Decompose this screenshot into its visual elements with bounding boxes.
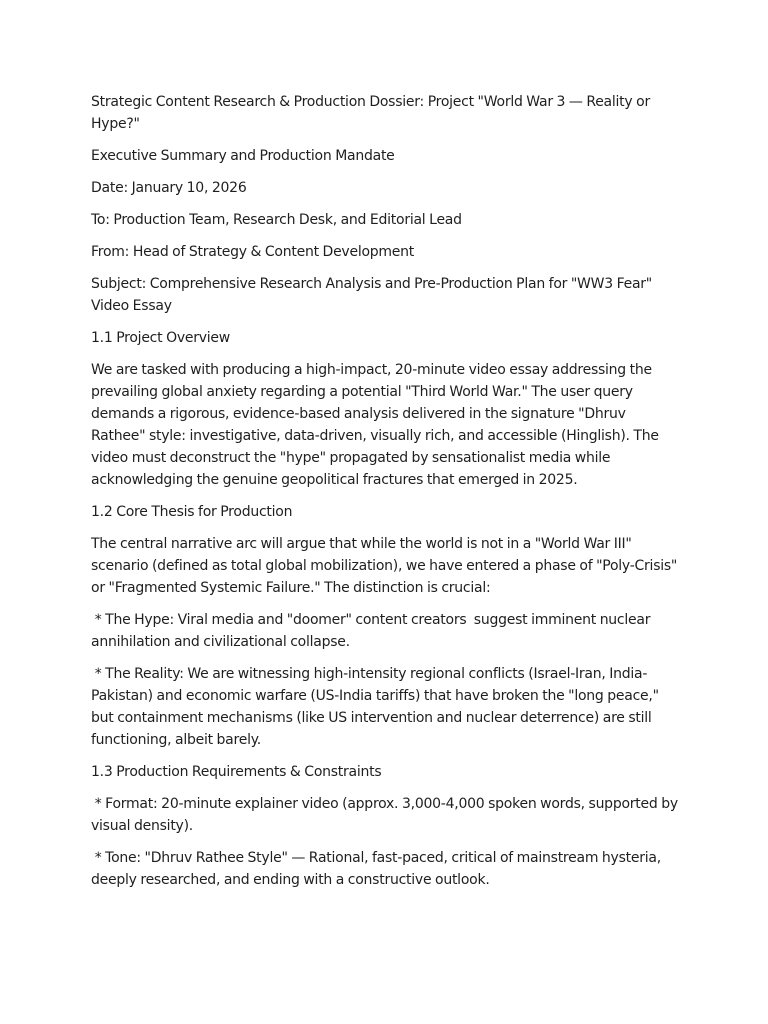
memo-date: Date: January 10, 2026 <box>91 180 247 196</box>
bullet-format: * Format: 20-minute explainer video (approx. 3,000-4,000 spoken words, supported by visual density). <box>91 796 682 834</box>
bullet-the-hype: * The Hype: Viral media and "doomer" content creators suggest imminent nuclear annihilation and civilizational collapse. <box>91 612 654 650</box>
bullet-the-reality: * The Reality: We are witnessing high-intensity regional conflicts (Israel-Iran, India-Pakistan) and economic warfare (US-India tariffs) that have broken the "long peace," but containment mechanisms (like US intervention and nuclear deterrence) are still functioning, albeit barely. <box>91 666 663 748</box>
memo-to: To: Production Team, Research Desk, and Editorial Lead <box>91 212 462 228</box>
section-heading-core-thesis: 1.2 Core Thesis for Production <box>91 504 293 520</box>
core-thesis-paragraph: The central narrative arc will argue that while the world is not in a "World War III" scenario (defined as total global mobilization), we have entered a phase of "Poly-Crisis" or "Fragmented Systemic Failure." The distinction is crucial: <box>91 536 681 596</box>
section-heading-production-requirements: 1.3 Production Requirements & Constraints <box>91 764 382 780</box>
executive-summary-heading: Executive Summary and Production Mandate <box>91 148 395 164</box>
section-heading-project-overview: 1.1 Project Overview <box>91 330 230 346</box>
bullet-tone: * Tone: "Dhruv Rathee Style" — Rational, fast-paced, critical of mainstream hysteria, deeply researched, and ending with a constructive outlook. <box>91 850 665 888</box>
project-overview-paragraph: We are tasked with producing a high-impact, 20-minute video essay addressing the prevailing global anxiety regarding a potential "Third World War." The user query demands a rigorous, evidence-based analysis delivered in the signature "Dhruv Rathee" style: investigative, data-driven, visually rich, and accessible (Hinglish). The video must deconstruct the "hype" propagated by sensationalist media while acknowledging the genuine geopolitical fractures that emerged in 2025. <box>91 362 663 488</box>
document-title: Strategic Content Research & Production Dossier: Project "World War 3 — Reality or Hype?" <box>91 94 654 132</box>
memo-subject: Subject: Comprehensive Research Analysis and Pre-Production Plan for "WW3 Fear" Video Essay <box>91 276 656 314</box>
memo-from: From: Head of Strategy & Content Development <box>91 244 415 260</box>
